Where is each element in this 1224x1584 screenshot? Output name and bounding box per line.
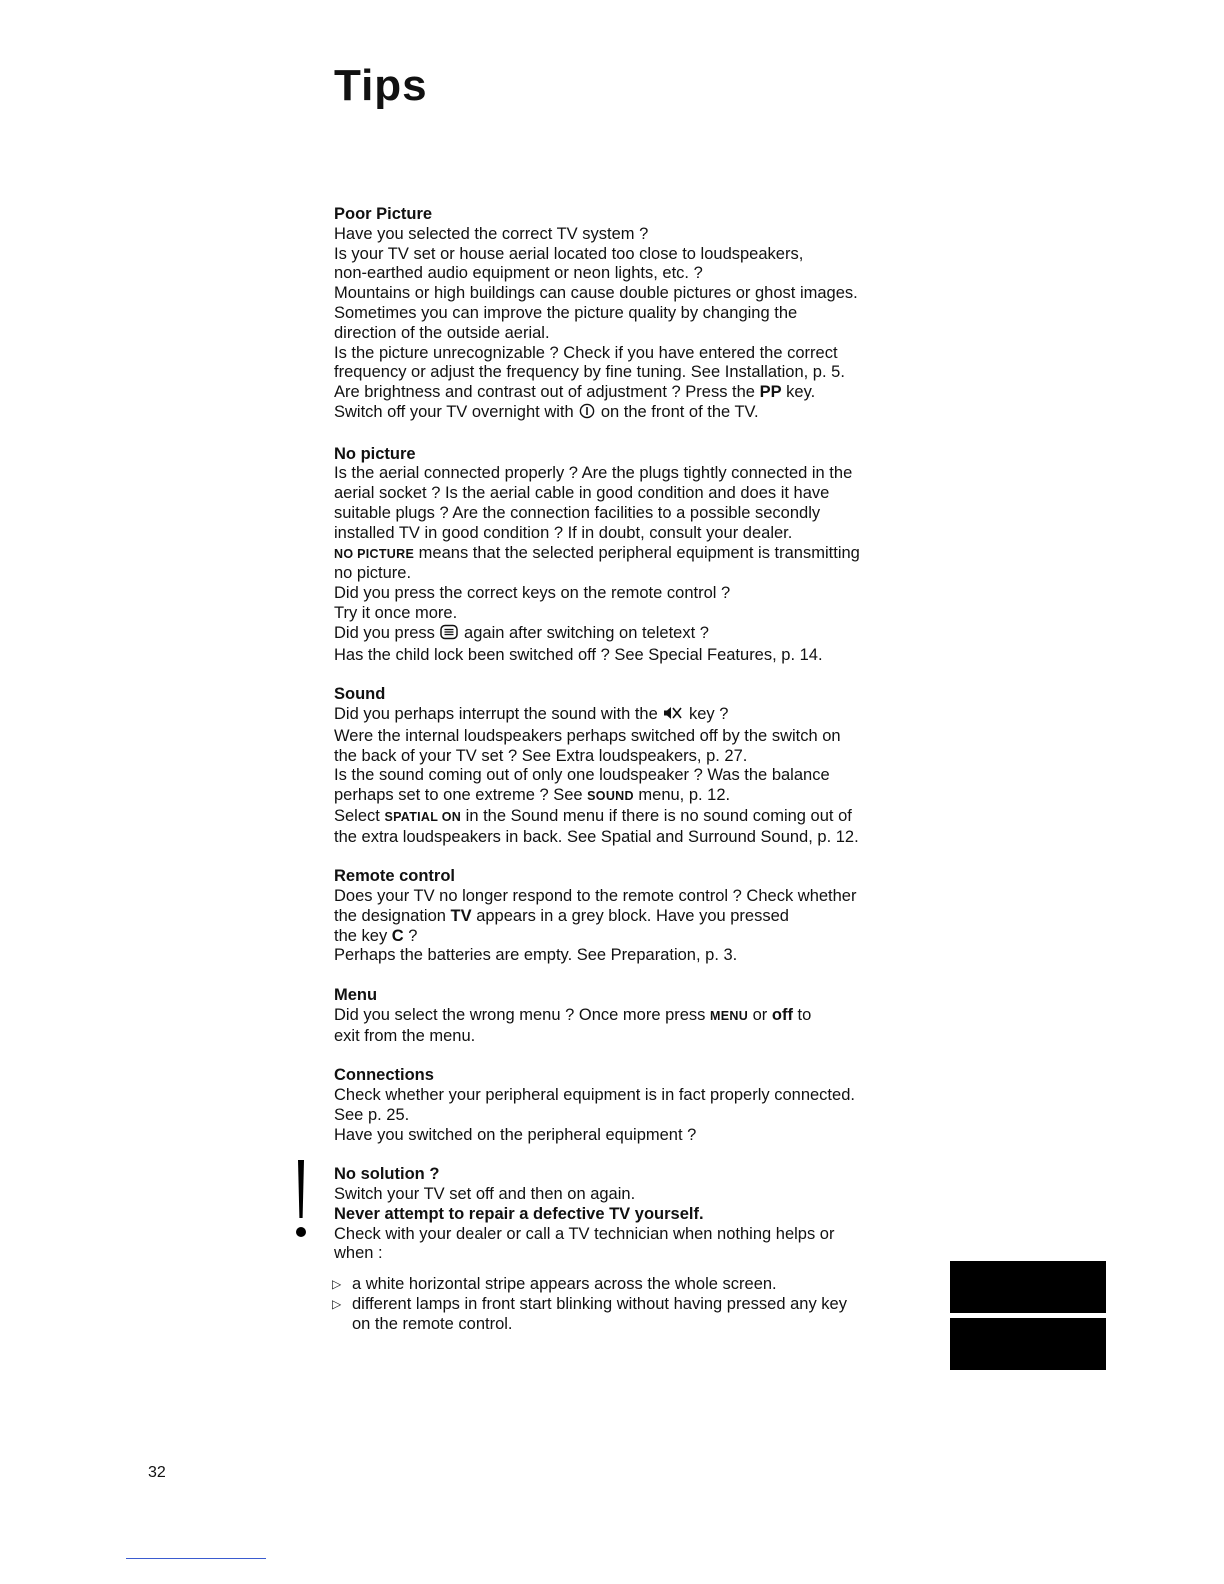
- text-fragment: Select: [334, 806, 385, 825]
- text-fragment: key.: [781, 383, 816, 402]
- text-fragment: menu, p. 12.: [633, 786, 731, 805]
- text-fragment: the key: [334, 926, 392, 945]
- text-line: [334, 403, 924, 425]
- text-line: Perhaps the batteries are empty. See Preparation, p. 3.: [334, 946, 738, 965]
- text-line: Have you selected the correct TV system ?: [334, 224, 649, 243]
- text-fragment: Did you perhaps interrupt the sound with the: [334, 704, 663, 723]
- text-line: Switch your TV set off and then on again.: [334, 1185, 636, 1204]
- section-remote-control: [334, 867, 924, 966]
- section-heading: Poor Picture: [334, 205, 433, 223]
- section-no-picture: [334, 445, 924, 666]
- text-line: suitable plugs ? Are the connection facilities to a possible secondly: [334, 503, 821, 522]
- section-connections: [334, 1066, 924, 1145]
- text-line: the back of your TV set ? See Extra loudspeakers, p. 27.: [334, 746, 748, 765]
- teletext-icon: [440, 624, 458, 646]
- text-line: different lamps in front start blinking without having pressed any key: [352, 1295, 847, 1314]
- text-line: Check whether your peripheral equipment is in fact properly connected.: [334, 1086, 855, 1105]
- text-line: installed TV in good condition ? If in doubt, consult your dealer.: [334, 523, 793, 542]
- text-line: [334, 705, 924, 727]
- text-line: non-earthed audio equipment or neon lights, etc. ?: [334, 264, 703, 283]
- text-line: [334, 927, 924, 947]
- sound-menu-label: SOUND: [587, 789, 634, 804]
- page-title: Tips: [334, 61, 428, 110]
- page-number: 32: [148, 1464, 166, 1481]
- text-line: [334, 544, 924, 565]
- section-poor-picture: [334, 205, 924, 425]
- text-line: [334, 383, 924, 403]
- text-line: [334, 786, 924, 807]
- symptom-list: [334, 1275, 924, 1334]
- text-line: Is the aerial connected properly ? Are the plugs tightly connected in the: [334, 464, 853, 483]
- off-key-label: off: [771, 1005, 793, 1024]
- text-fragment: the designation: [334, 906, 451, 925]
- list-item: [334, 1295, 924, 1335]
- triangle-bullet-icon: ▷: [332, 1297, 342, 1312]
- no-picture-label: NO PICTURE: [334, 546, 415, 561]
- text-fragment: in the Sound menu if there is no sound coming out of: [461, 806, 852, 825]
- text-line: Has the child lock been switched off ? See Special Features, p. 14.: [334, 645, 823, 664]
- text-fragment: to: [792, 1005, 812, 1024]
- text-fragment: on the front of the TV.: [596, 402, 759, 421]
- section-heading: Sound: [334, 685, 386, 704]
- power-button-icon: [579, 403, 595, 425]
- text-line: when :: [334, 1244, 383, 1263]
- text-line: Sometimes you can improve the picture quality by changing the: [334, 303, 798, 322]
- text-line: [334, 1006, 924, 1027]
- pp-key-label: PP: [759, 383, 782, 402]
- text-fragment: perhaps set to one extreme ? See: [334, 786, 588, 805]
- section-heading: Remote control: [334, 867, 456, 886]
- text-line: Does your TV no longer respond to the remote control ? Check whether: [334, 887, 857, 906]
- text-line: the extra loudspeakers in back. See Spatial and Surround Sound, p. 12.: [334, 827, 859, 846]
- mute-icon: [663, 705, 683, 727]
- text-fragment: Switch off your TV overnight with: [334, 402, 579, 421]
- text-line: direction of the outside aerial.: [334, 323, 550, 342]
- text-line: aerial socket ? Is the aerial cable in good condition and does it have: [334, 484, 830, 503]
- repair-warning: Never attempt to repair a defective TV yourself.: [334, 1204, 704, 1223]
- text-line: Is your TV set or house aerial located too close to loudspeakers,: [334, 244, 804, 263]
- footer-divider: [126, 1558, 266, 1559]
- text-fragment: appears in a grey block. Have you pressed: [471, 906, 789, 925]
- text-line: See p. 25.: [334, 1105, 410, 1124]
- triangle-bullet-icon: ▷: [332, 1277, 342, 1292]
- text-line: Have you switched on the peripheral equipment ?: [334, 1125, 697, 1144]
- section-tab-marker: [950, 1261, 1106, 1313]
- text-fragment: Did you press: [334, 623, 440, 642]
- text-line: Did you press the correct keys on the remote control ?: [334, 584, 731, 603]
- text-fragment: again after switching on teletext ?: [459, 623, 709, 642]
- text-fragment: Did you select the wrong menu ? Once more press: [334, 1005, 711, 1024]
- section-heading: Connections: [334, 1066, 434, 1085]
- text-fragment: ?: [403, 926, 418, 945]
- text-line: on the remote control.: [352, 1314, 513, 1333]
- text-fragment: Are brightness and contrast out of adjustment ? Press the: [334, 383, 760, 402]
- text-line: Is the picture unrecognizable ? Check if you have entered the correct: [334, 343, 838, 362]
- section-heading: No picture: [334, 444, 416, 463]
- text-line: Mountains or high buildings can cause double pictures or ghost images.: [334, 284, 858, 303]
- c-key-label: C: [391, 926, 404, 945]
- tv-designation-label: TV: [450, 906, 472, 925]
- text-line: exit from the menu.: [334, 1026, 476, 1045]
- text-line: no picture.: [334, 564, 412, 583]
- text-fragment: means that the selected peripheral equipment is transmitting: [414, 543, 860, 562]
- text-line: [334, 624, 924, 646]
- text-line: Is the sound coming out of only one loudspeaker ? Was the balance: [334, 766, 830, 785]
- text-line: [334, 907, 924, 927]
- text-line: frequency or adjust the frequency by fine tuning. See Installation, p. 5.: [334, 363, 845, 382]
- section-menu: [334, 986, 924, 1046]
- spatial-on-label: SPATIAL ON: [384, 809, 462, 824]
- section-no-solution: [334, 1165, 924, 1334]
- section-heading: No solution ?: [334, 1165, 440, 1184]
- text-line: Were the internal loudspeakers perhaps switched off by the switch on: [334, 726, 841, 745]
- text-line: Try it once more.: [334, 603, 458, 622]
- text-line: Check with your dealer or call a TV technician when nothing helps or: [334, 1224, 835, 1243]
- list-item: [334, 1275, 924, 1295]
- section-heading: Menu: [334, 986, 378, 1005]
- exclamation-icon: [294, 1160, 308, 1240]
- menu-key-label: MENU: [710, 1008, 749, 1023]
- section-tab-marker: [950, 1318, 1106, 1370]
- text-line: a white horizontal stripe appears across the whole screen.: [352, 1275, 777, 1294]
- text-fragment: or: [748, 1005, 772, 1024]
- text-line: [334, 807, 924, 828]
- tips-content: [334, 205, 924, 1354]
- text-fragment: key ?: [684, 704, 729, 723]
- section-sound: [334, 685, 924, 847]
